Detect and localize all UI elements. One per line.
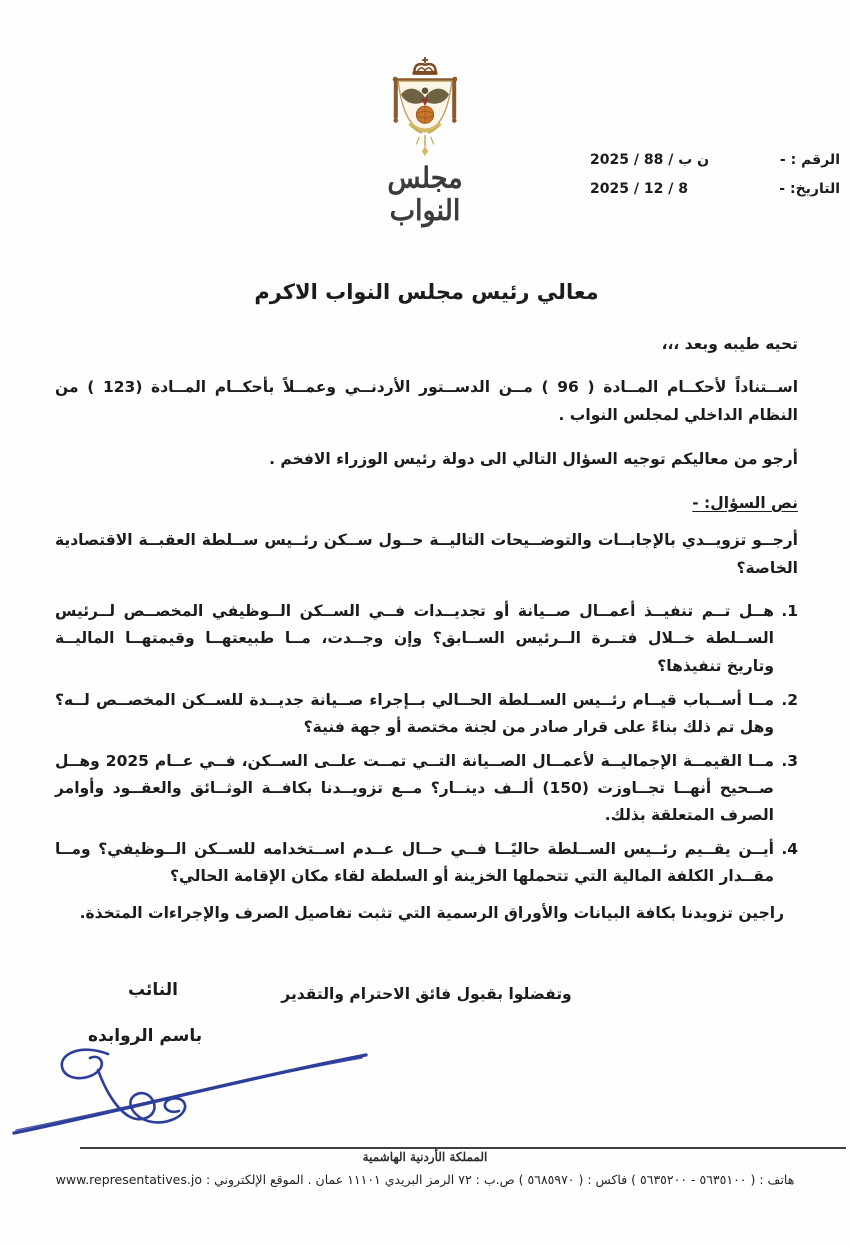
question-item	[55, 836, 798, 890]
question-item	[55, 748, 798, 829]
question-intro-paragraph: أرجــو تزويــدي بالإجابــات والتوضــيحات التاليــة حــول ســكن رئــيس ســلطة العقبــة الاقتصادية الخاصة؟	[55, 531, 798, 577]
question-heading-text: نص السؤال: -	[692, 493, 798, 512]
letter-body	[0, 280, 850, 1003]
question-item-text: هــل تــم تنفيــذ أعمــال صــيانة أو تجديــدات فــي الســكن الــوظيفي المخصــص لــرئيس الســلطة خــلال فتــرة الــرئيس الســابق؟ وإن وجــدت، مــا طبيعتهــا وقيمتهــا الماليــة وتاريخ تنفيذها؟	[55, 602, 774, 675]
question-item	[55, 598, 798, 679]
jordan-coat-of-arms-icon	[377, 56, 473, 160]
date-label: التاريخ: -	[779, 181, 840, 198]
kingdom-calligraphy: المملكة الأردنية الهاشمية	[362, 1150, 488, 1164]
question-item-text: مــا القيمــة الإجماليــة لأعمــال الصــيانة التــي تمــت علــى الســكن، فــي عــام 2025 وهــل صــحيح أنهــا تجــاوزت (150) ألــف دينــار؟ مــع تزويــدنا بكافــة الوثــائق والعقــود وأوامر الصرف المتعلقة بذلك.	[55, 751, 774, 825]
question-item-number: 3.	[781, 751, 798, 770]
letter-title: معالي رئيس مجلس النواب الاكرم	[254, 280, 599, 304]
reference-number-label: الرقم : -	[779, 152, 840, 168]
salutation-line: وتفضلوا بقبول فائق الاحترام والتقدير	[281, 985, 572, 1004]
reference-block	[590, 146, 840, 205]
footer-contact-line: هاتف : ( ٥٦٣٥١٠٠ - ٥٦٣٥٢٠٠ ) فاكس : ( ٥٦٨٥٩٧٠ ) ص.ب : ٧٢ الرمز البريدي ١١١٠١ عمان . الموقع الإلكتروني : www.representatives.jo	[55, 1172, 795, 1187]
greeting-line: تحيه طيبه وبعد ،،،	[661, 335, 798, 353]
question-item-text: أيــن يقــيم رئــيس الســلطة حاليًــا فــي حــال عــدم اســتخدامه للســكن الــوظيفي؟ ومــا مقــدار الكلفة المالية التي تتحملها الخزينة أو السلطة لقاء مكان الإقامة الحالي؟	[55, 840, 774, 886]
reference-number-line	[590, 146, 840, 175]
closing-request-paragraph: راجين تزويدنا بكافة البيانات والأوراق الرسمية التي تثبت تفاصيل الصرف والإجراءات المتخذة.	[79, 903, 784, 922]
org-name-calligraphy: مجلس النواب	[387, 162, 463, 228]
signature-scribble-icon	[8, 1040, 376, 1140]
jordan-coat-of-arms	[377, 56, 473, 226]
date-line	[590, 175, 840, 204]
question-item	[55, 687, 798, 741]
reference-number-value: ن ب / 88 / 2025	[590, 152, 710, 168]
question-heading	[55, 494, 798, 512]
forward-request-paragraph: أرجو من معاليكم توجيه السؤال التالي الى دولة رئيس الوزراء الافخم .	[269, 449, 798, 468]
date-value: 8 / 12 / 2025	[590, 181, 688, 198]
question-list	[55, 598, 798, 890]
question-item-text: مــا أســباب قيــام رئــيس الســلطة الحــالي بــإجراء صــيانة جديــدة للســكن المخصــص لــه؟ وهل تم ذلك بناءً على قرار صادر من لجنة مختصة أو جهة فنية؟	[55, 690, 774, 736]
question-item-number: 1.	[781, 602, 798, 621]
footer-divider	[80, 1147, 846, 1149]
question-item-number: 2.	[781, 690, 798, 709]
question-item-number: 4.	[781, 840, 798, 859]
signer-title: النائب	[128, 980, 178, 1000]
legal-basis-paragraph: اســتناداً لأحكــام المــادة ( 96 ) مــن الدســتور الأردنــي وعمــلاً بأحكــام المــادة (123 ) من النظام الداخلي لمجلس النواب .	[55, 378, 799, 425]
signer-name: باسم الروابده	[88, 1026, 203, 1046]
